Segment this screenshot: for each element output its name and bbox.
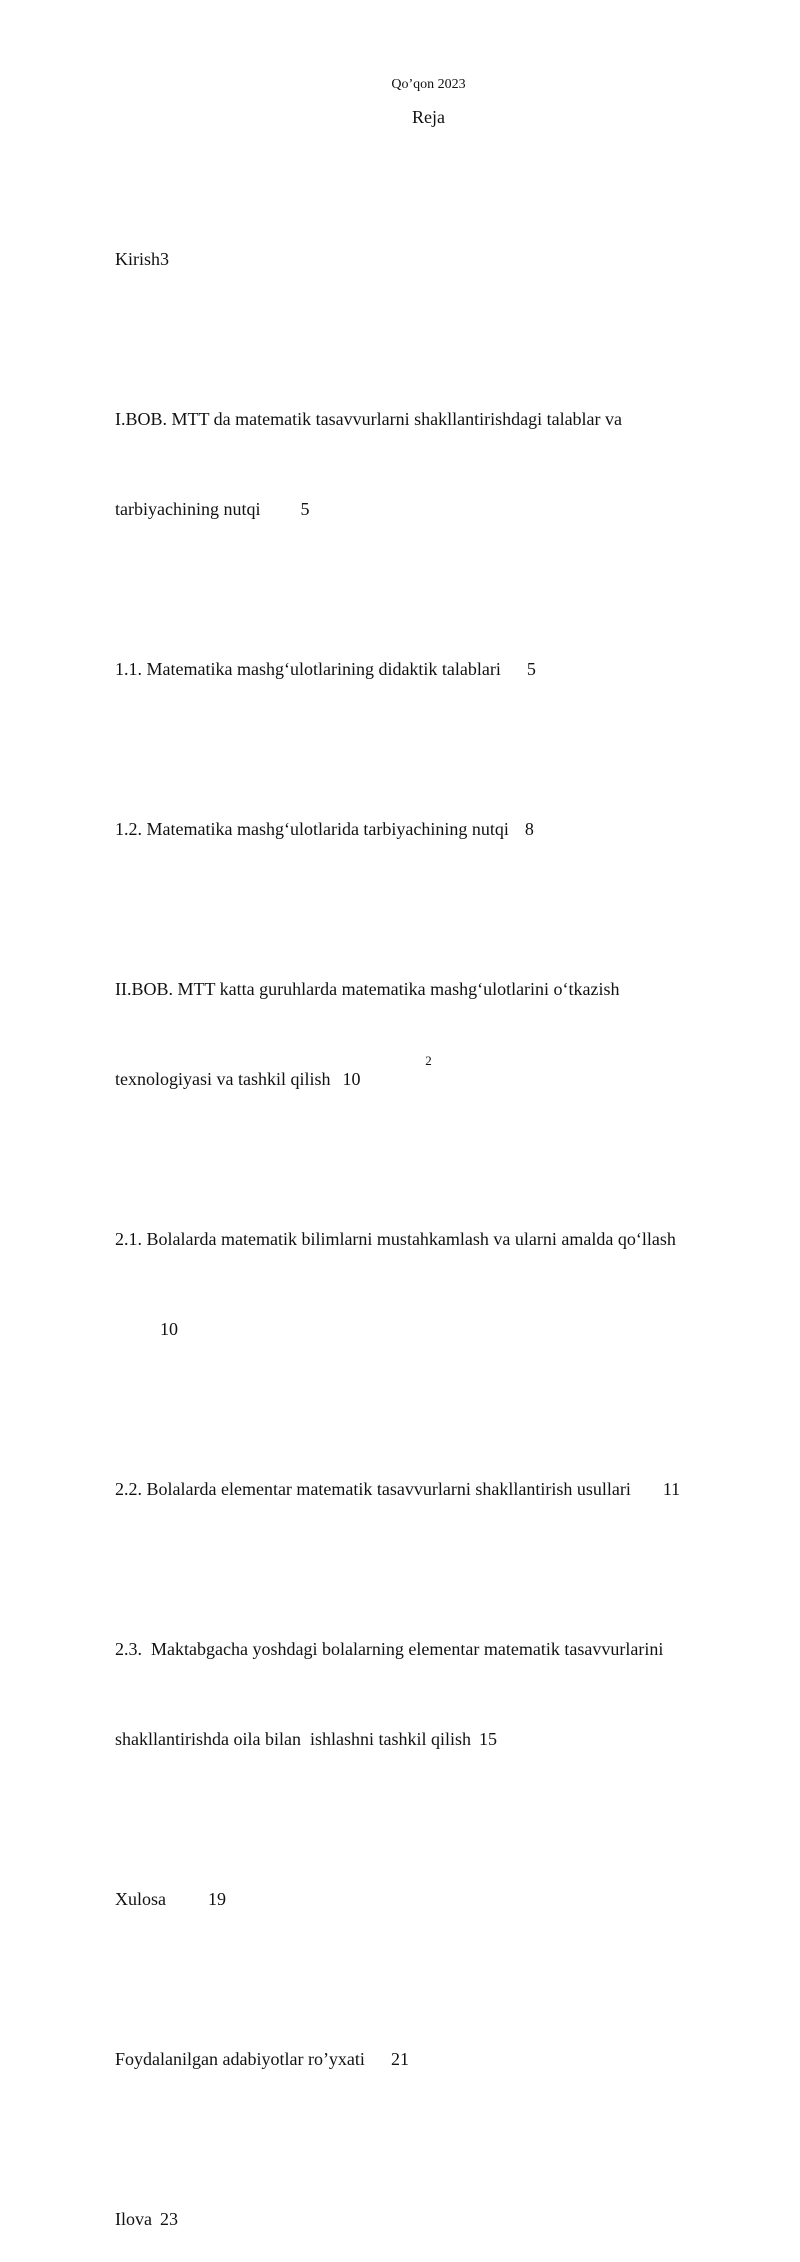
- toc-entry-2-1: [115, 1164, 715, 1404]
- toc-entry-title-cont: texnologiyasi va tashkil qilish: [115, 1069, 331, 1089]
- toc-entry-page: 21: [390, 2049, 409, 2069]
- toc-entry-page: 19: [208, 1889, 226, 1909]
- toc-entry-title: Foydalanilgan adabiyotlar ro’yxati: [115, 2049, 365, 2069]
- page-title: Reja: [412, 107, 445, 127]
- toc-entry-title: Ilova: [115, 2209, 152, 2229]
- toc-entry-page: 5: [526, 659, 536, 679]
- toc-entry-xulosa: [115, 1824, 715, 1974]
- toc-entry-page: 8: [524, 819, 534, 839]
- toc-entry-adabiyotlar: [115, 1984, 715, 2134]
- toc-entry-2-2: [115, 1414, 715, 1564]
- toc-entry-title-cont: tarbiyachining nutqi: [115, 499, 261, 519]
- toc-entry-2-3: [115, 1574, 715, 1814]
- toc-entry-page: 5: [300, 499, 310, 519]
- toc-entry-page: 3: [160, 249, 169, 269]
- toc-entry-title: Kirish: [115, 249, 160, 269]
- toc-entry-title-cont: shakllantirishda oila bilan ishlashni tashkil qilish: [115, 1729, 471, 1749]
- toc-entry-page: 11: [662, 1479, 681, 1499]
- toc-entry-ilova: [115, 2144, 715, 2262]
- toc-entry-page: 10: [342, 1069, 361, 1089]
- toc-entry-1-1: [115, 594, 715, 744]
- toc-entry-title: II.BOB. MTT katta guruhlarda matematika mashg‘ulotlarini o‘tkazish: [115, 979, 620, 999]
- toc-entry-title: 2.2. Bolalarda elementar matematik tasavvurlarni shakllantirish usullari: [115, 1479, 631, 1499]
- toc-entry-title: 2.3. Maktabgacha yoshdagi bolalarning elementar matematik tasavvurlarini: [115, 1639, 664, 1659]
- page-number: 2: [425, 1053, 432, 1068]
- city-year: Qo’qon 2023: [391, 77, 466, 92]
- toc-entry-title: I.BOB. MTT da matematik tasavvurlarni shakllantirishdagi talablar va: [115, 409, 623, 429]
- toc-entry-bob2: [115, 914, 715, 1154]
- toc-entry-page: 10: [160, 1319, 178, 1339]
- toc-entry-bob1: [115, 344, 715, 584]
- toc-entry-title: 1.2. Matematika mashg‘ulotlarida tarbiyachining nutqi: [115, 819, 509, 839]
- toc-entry-title: 1.1. Matematika mashg‘ulotlarining didaktik talablari: [115, 659, 501, 679]
- toc-entry-title: Xulosa: [115, 1889, 166, 1909]
- toc-entry-title: 2.1. Bolalarda matematik bilimlarni mustahkamlash va ularni amalda qo‘llash: [115, 1229, 676, 1249]
- toc-entry-page: 15: [478, 1729, 497, 1749]
- toc-entry-kirish: [115, 184, 715, 334]
- table-of-contents: [115, 184, 715, 2262]
- toc-entry-1-2: [115, 754, 715, 904]
- toc-entry-page: 23: [159, 2209, 178, 2229]
